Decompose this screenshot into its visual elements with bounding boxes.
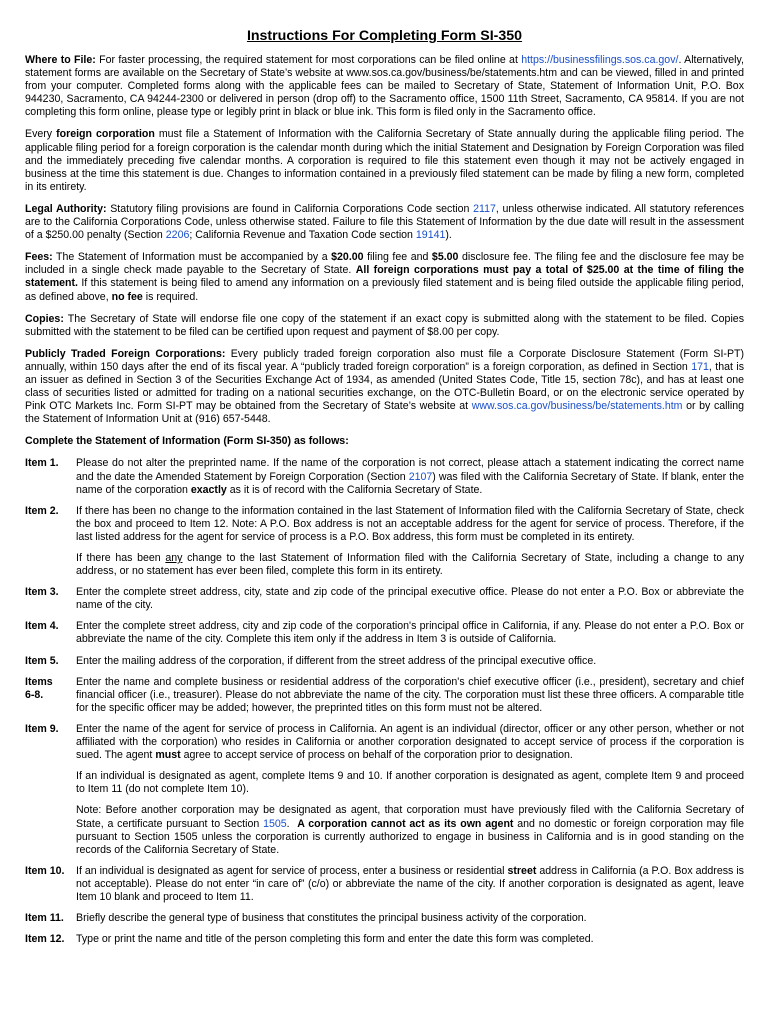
where-to-file-text: For faster processing, the required statement for most corporations can be filed online at: [99, 54, 518, 66]
item-label-line-2: 6-8.: [25, 688, 44, 701]
item-label: Item 5.: [25, 654, 59, 667]
item-4: [25, 620, 744, 646]
item-body: Enter the mailing address of the corporation, if different from the street address of the principal executive office.: [76, 654, 597, 667]
item-9-note-period: .: [286, 817, 290, 830]
item-label: Item 2.: [25, 504, 59, 517]
item-body: [76, 865, 744, 904]
item-9-text-1: Enter the name of the agent for service of process in California. An agent is an individual (director, officer or any other person, whether or not affiliated with the corporation) who resides in California or another corporation designated to accept service of process if the corporation is sued. The agent: [76, 722, 744, 762]
item-body: Enter the name and complete business or residential address of the corporation's chief executive officer (i.e., president), secretary and chief financial officer (i.e., treasurer). Please do not abbreviate the name of the city. The corporation must list these three officers. A comparable title for the specific officer may be added; however, the preprinted titles on this form must not be altered.: [76, 675, 744, 714]
fees-text-3: disclosure fee. The filing fee and the disclosure fee may be included in a single check made payable to the Secretary of State.: [25, 251, 744, 277]
legal-text-1: Statutory filing provisions are found in California Corporations Code section: [110, 202, 470, 215]
businessfilings-link[interactable]: https://businessfilings.sos.ca.gov/: [521, 54, 679, 66]
item-10-text-2: address in California (a P.O. Box address is not acceptable). Please do not enter “in care of” (c/o) or abbreviate the name of the city. If another corporation is designated as agent, leave Item 10 blank and proceed to Item 11.: [76, 864, 744, 903]
item-9-paragraph-1: [76, 723, 744, 762]
street-bold: street: [507, 864, 537, 877]
item-body: Briefly describe the general type of business that constitutes the principal business activity of the corporation.: [76, 912, 587, 925]
foreign-text-1: Every: [25, 128, 53, 141]
publicly-traded-label: Publicly Traded Foreign Corporations:: [25, 347, 226, 360]
complete-heading: [25, 435, 744, 448]
item-10: [25, 865, 744, 904]
item-11: [25, 912, 744, 925]
item-label: Item 4.: [25, 620, 59, 633]
foreign-text-2: must file a Statement of Information with the California Secretary of State annually during the applicable filing period. The applicable filing period for a foreign corporation is the calendar month during which the initial Statement and Designation by Foreign Corporation was filed and the immediately preceding five calendar months. A corporation is required to file this statement even though it may not be actively engaged in business at the time this statement is due. Changes to information contained in a previously filed statement can be made by filing a new form, completed in its entirety.: [25, 128, 744, 193]
item-1-text-1: Please do not alter the preprinted name. If the name of the corporation is not correct, please attach a statement indicating the correct name and the date the Amended Statement by Foreign Corporation (Section: [76, 457, 744, 483]
fees-total-bold: All foreign corporations must pay a total of $25.00 at the time of filing the statement.: [25, 264, 744, 290]
item-body: Enter the complete street address, city, state and zip code of the principal executive office. Please do not enter a P.O. Box or abbreviate the name of the city.: [76, 586, 744, 612]
copies-paragraph: [25, 313, 744, 339]
cannot-act-own-agent-bold: A corporation cannot act as its own agent: [297, 817, 514, 830]
item-1-text-3: as it is of record with the California Secretary of State.: [229, 483, 483, 496]
publicly-text-1: Every publicly traded foreign corporation also must file a Corporate Disclosure Statement (Form SI-PT) annually, within 150 days after the end of its fiscal year. A “publicly traded foreign corporation” is a foreign corporation, as defined in Section: [25, 347, 745, 373]
foreign-corporation-paragraph: [25, 128, 744, 193]
item-label: Item 3.: [25, 586, 59, 599]
where-to-file-paragraph: [25, 54, 744, 119]
complete-heading-text: Complete the Statement of Information (Form SI-350) as follows:: [25, 435, 349, 448]
any-underlined: any: [165, 552, 183, 564]
item-2-paragraph-2: [76, 552, 744, 578]
item-label: Item 11.: [25, 912, 64, 925]
publicly-traded-paragraph: [25, 348, 744, 427]
copies-label: Copies:: [25, 312, 64, 325]
exactly-bold: exactly: [190, 483, 227, 496]
fees-text-4: If this statement is being filed to amend any information on a previously filed statement and is being filed outside the applicable filing period, as defined above,: [25, 277, 744, 303]
copies-text: The Secretary of State will endorse file one copy of the statement if an exact copy is submitted along with the statement to be filed. Copies submitted with the statement to be filed can be certified upon request and payment of $8.00 per copy.: [25, 312, 744, 338]
filing-fee-amount: $20.00: [331, 251, 364, 264]
section-171-link[interactable]: 171: [691, 360, 709, 373]
legal-text-4: ).: [445, 229, 452, 242]
page-title: Instructions For Completing Form SI-350: [246, 28, 523, 44]
disclosure-fee-amount: $5.00: [431, 251, 459, 264]
item-12: [25, 933, 744, 946]
legal-text-3: ; California Revenue and Taxation Code section: [189, 229, 413, 242]
section-2206-link[interactable]: 2206: [165, 229, 190, 242]
item-3: [25, 586, 744, 612]
item-1-text-2: ) was filed with the California Secretary of State. If blank, enter the name of the corporation: [76, 470, 744, 496]
item-2-text-2a: If there has been: [76, 552, 161, 564]
item-label: [25, 676, 76, 715]
where-to-file-text-2: . Alternatively, statement forms are available on the Secretary of State’s website at www.sos.ca.gov/business/be/statements.htm and can be viewed, filled in and printed from your computer. Completed forms along with the applicable fees can be mailed to Secretary of State, Statement of Information Unit, P.O. Box 944230, Sacramento, CA 94244-2300 or delivered in person (drop off) to the Sacramento office, 1500 11th Street, Sacramento, CA 95814. If you are not completing this form online, please type or legibly print in black or blue ink. This form is filed only in the Sacramento office.: [25, 54, 744, 119]
item-body: Type or print the name and title of the person completing this form and enter the date this form was completed.: [76, 933, 594, 946]
item-label: Item 12.: [25, 933, 65, 946]
item-label: Item 9.: [25, 722, 59, 735]
item-label: Item 10.: [25, 864, 65, 877]
items-6-8: [25, 676, 744, 715]
item-9-note-text-2: and no domestic or foreign corporation may file pursuant to Section 1505 unless the corporation is currently authorized to engage in business in California and is in good standing on the records of the California Secretary of State.: [76, 817, 744, 856]
item-2-text-2b: change to the last Statement of Information filed with the California Secretary of State, including a change to any address, or no statement has ever been filed, complete this form in its entirety.: [76, 552, 744, 578]
section-2117-link[interactable]: 2117: [473, 202, 496, 215]
statements-url-link[interactable]: www.sos.ca.gov/business/be/statements.htm: [471, 400, 683, 413]
where-to-file-label: Where to File:: [25, 54, 96, 66]
item-5: [25, 655, 744, 668]
section-1505-link[interactable]: 1505: [263, 817, 287, 830]
legal-authority-paragraph: [25, 203, 744, 242]
item-9-paragraph-2: If an individual is designated as agent, complete Items 9 and 10. If another corporation is designated as agent, complete Item 9 and proceed to Item 11 (do not complete Item 10).: [76, 770, 744, 796]
fees-label: Fees:: [25, 251, 53, 264]
fees-text-1: The Statement of Information must be accompanied by a: [56, 251, 328, 264]
must-bold: must: [155, 749, 181, 762]
item-9: [25, 723, 744, 857]
fees-paragraph: [25, 251, 744, 303]
publicly-text-2: , that is an issuer as defined in Section 3 of the Securities Exchange Act of 1934, as amended (United States Code, Title 15, section 78c), and has at least one class of securities listed or admitted for trading on a national securities exchange, on the OTC-Bulletin Board, or on the electronic service operated by Pink OTC Markets Inc. Form SI-PT may be obtained from the Secretary of State’s website at: [25, 360, 745, 413]
item-label-line-1: Items: [25, 675, 53, 688]
fees-text-2: filing fee and: [367, 251, 429, 264]
item-body: Enter the complete street address, city and zip code of the corporation's principal office in California, if any. Please do not enter a P.O. Box or abbreviate the name of the city. Complete this item only if the address in Item 3 is outside of California.: [76, 620, 744, 646]
item-body: [76, 723, 744, 857]
item-9-note-text-1: Note: Before another corporation may be designated as agent, that corporation must have previously filed with the California Secretary of State, a certificate pursuant to Section: [76, 804, 744, 830]
item-label: Item 1.: [25, 457, 59, 470]
fees-text-5: is required.: [145, 290, 199, 303]
item-2-text-1: If there has been no change to the information contained in the last Statement of Information filed with the California Secretary of State, check the box and proceed to Item 12. Note: A P.O. Box address is not an acceptable address for the agent for service of process. Therefore, if the last listed address for the agent for service of process is a P.O. Box address, this form must be completed in its entirety.: [76, 504, 744, 543]
legal-authority-label: Legal Authority:: [25, 202, 107, 215]
section-2107-link[interactable]: 2107: [408, 470, 433, 483]
item-10-text-1: If an individual is designated as agent for service of process, enter a business or residential: [76, 864, 505, 877]
item-9-text-2: agree to accept service of process on behalf of the corporation prior to designation.: [183, 749, 573, 762]
publicly-text-3: or by calling the Statement of Information Unit at (916) 657-5448.: [25, 400, 744, 426]
legal-text-2: , unless otherwise indicated. All statutory references are to the California Corporations Code, unless otherwise stated. Failure to file this Statement of Information by the due date will result in the assessment of a $250.00 penalty (Section: [25, 202, 744, 242]
item-body: [76, 457, 744, 496]
item-body: [76, 505, 744, 578]
item-9-note: [76, 804, 744, 856]
no-fee-bold: no fee: [111, 290, 143, 303]
section-19141-link[interactable]: 19141: [415, 229, 446, 242]
foreign-corporation-bold: foreign corporation: [56, 128, 155, 141]
item-2: [25, 505, 744, 578]
item-1: [25, 457, 744, 496]
